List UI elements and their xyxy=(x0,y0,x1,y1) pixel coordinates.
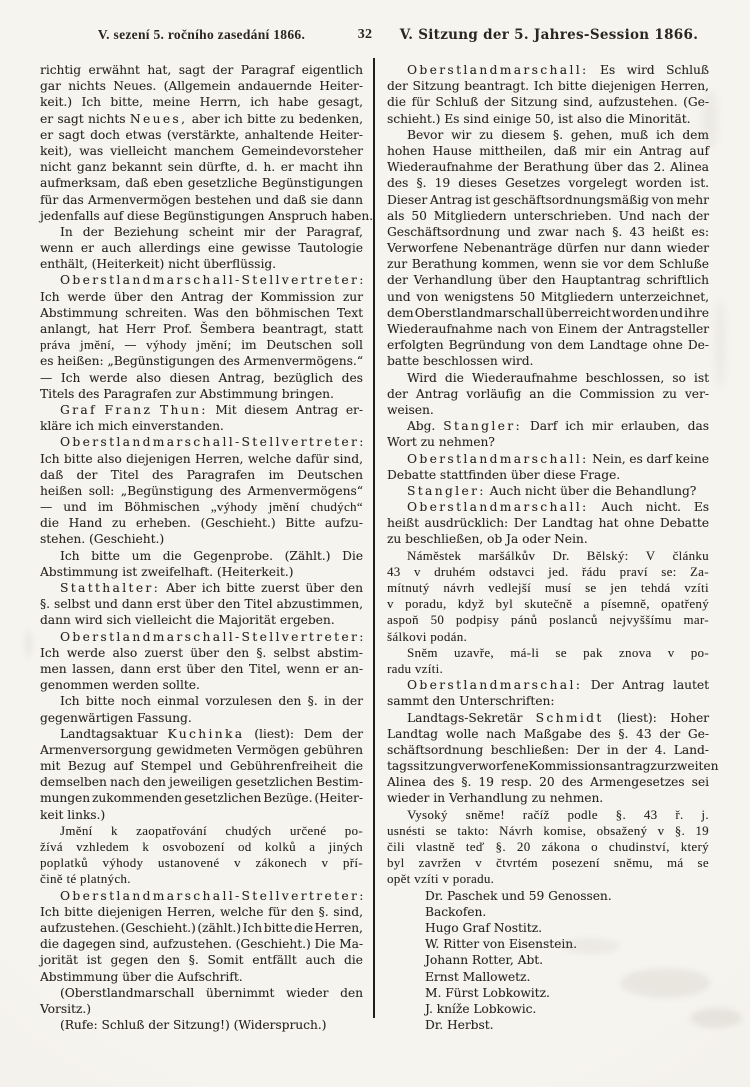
text-line: jorität ist gegen den §. Somit entfällt auch die xyxy=(40,953,363,968)
text-line: Sněm uzavře, má-li se pak znova v po- xyxy=(407,645,709,660)
text-line: Landtag wolle nach Maßgabe des §. 43 der Ge- xyxy=(387,726,709,741)
text-line: anlangt, hat Herr Prof. Šembera beantragt, statt xyxy=(40,322,363,336)
text-line: Graf Franz Thun: Mit diesem Antrag er- xyxy=(60,402,363,417)
page-number: 32 xyxy=(357,27,373,42)
text-line: mítnutý návrh vedlejší musí se jen tehdá vzíti xyxy=(387,581,709,595)
text-line: wieder in Verhandlung zu nehmen. xyxy=(387,791,604,806)
text-line: §. selbst und dann erst über den Titel abzustimmen, xyxy=(40,597,363,612)
text-line: Oberstlandmarschal: Der Antrag lautet xyxy=(407,678,709,693)
text-line: Vysoký sněme! račíž podle §. 43 ř. j. xyxy=(407,807,709,822)
text-line: der Sitzung beantragt. Ich bitte diejenigen Herren, xyxy=(387,79,709,94)
text-line: sammt den Unterschriften: xyxy=(387,694,555,709)
text-line: Abg. Stangler: Darf ich mir erlauben, das xyxy=(407,419,709,434)
text-line: Ich bitte noch einmal vorzulesen den §. in der xyxy=(60,694,363,709)
text-line: v poradu, když byl skutečně a písemně, opatřený xyxy=(387,597,709,612)
text-line: Alinea des §. 19 resp. 20 des Armengesetzes sei xyxy=(387,775,709,790)
text-line: wenn er auch allerdings eine gewisse Tautologie xyxy=(40,241,363,256)
text-line: byl zavržen v čtvrtém posezení sněmu, má se xyxy=(387,856,709,871)
text-line: des §. 19 dieses Gesetzes vorgelegt worden ist. xyxy=(387,176,709,191)
text-line: Náměstek maršálkův Dr. Bělský: V článku xyxy=(407,548,709,563)
text-line: — und im Böhmischen „výhody jmění chudých“ xyxy=(40,500,363,515)
text-line: Oberstlandmarschall: Es wird Schluß xyxy=(407,63,709,77)
text-line: čině té platných. xyxy=(40,872,131,887)
text-line: radu vzíti. xyxy=(387,661,444,676)
right-text-column xyxy=(387,62,719,1033)
text-line: kläre ich mich einverstanden. xyxy=(40,419,224,434)
text-line: Statthalter: Aber ich bitte zuerst über den xyxy=(60,581,363,595)
text-line: er sagt nichts Neues, aber ich bitte zu bedenken, xyxy=(40,111,363,126)
text-line: aufmerksam, daß eben gesetzliche Begünstigungen xyxy=(40,176,363,191)
text-line: stehen. (Geschieht.) xyxy=(40,532,165,547)
text-line: batte beschlossen wird. xyxy=(387,354,534,369)
text-line: nicht ganz bekannt sein dürfte, d. h. er macht ihn xyxy=(40,160,363,175)
text-line: Backofen. xyxy=(425,904,487,919)
text-line: Abstimmung ist zweifelhaft. (Heiterkeit.) xyxy=(40,564,294,579)
text-line: práva jmění, — výhody jmění; im Deutschen soll xyxy=(40,338,363,353)
text-line: Stangler: Auch nicht über die Behandlung? xyxy=(407,483,697,498)
text-line: keit links.) xyxy=(40,807,106,822)
header-german-title: V. Sitzung der 5. Jahres-Session 1866. xyxy=(399,27,699,43)
text-line: er sagt doch etwas (verstärkte, anhaltende Heiter- xyxy=(40,127,363,142)
text-line: heißen soll: „Begünstigung des Armenvermögens“ xyxy=(40,483,363,498)
text-line: Ich werde also zuerst über den §. selbst abstim- xyxy=(40,645,363,660)
left-text-column xyxy=(40,62,374,1033)
text-line: zu beschließen, ob Ja oder Nein. xyxy=(387,532,588,547)
text-line: Landtagsaktuar Kuchinka (liest): Dem der xyxy=(60,726,363,741)
scan-smudge xyxy=(714,300,726,390)
text-line: und von wenigstens 50 Mitgliedern unterzeichnet, xyxy=(387,289,709,304)
text-line: dann wird sich vielleicht die Majorität ergeben. xyxy=(40,613,335,628)
text-line: Ernst Mallowetz. xyxy=(425,969,531,984)
text-line: Armenversorgung gewidmeten Vermögen gebühren xyxy=(40,742,363,757)
text-line: genommen werden sollte. xyxy=(40,678,200,693)
text-line: Oberstlandmarschall-Stellvertreter: xyxy=(60,273,366,288)
text-line: — Ich werde also diesen Antrag, bezüglich des xyxy=(40,370,363,385)
text-line: (Rufe: Schluß der Sitzung!) (Widerspruch.) xyxy=(60,1018,327,1033)
text-line: Verworfene Nebenanträge dürfen nur dann wieder xyxy=(387,241,709,256)
text-line: keit), was vielleicht manchem Gemeindevorsteher xyxy=(40,143,363,158)
text-line: J. kníže Lobkowic. xyxy=(425,1001,537,1016)
text-line: Oberstlandmarschall: Nein, es darf keine xyxy=(407,451,709,466)
text-line: hohen Hause mittheilen, daß mir ein Antrag auf xyxy=(387,143,709,158)
text-line: opět vzíti v poradu. xyxy=(387,872,495,887)
text-line: es heißen: „Begünstigungen des Armenvermögens.“ xyxy=(40,354,363,369)
text-line: heißt ausdrücklich: Der Landtag hat ohne Debatte xyxy=(387,516,709,531)
text-line: Ich bitte diejenigen Herren, welche für den §. sind, xyxy=(40,904,363,919)
text-line: weisen. xyxy=(387,402,434,417)
text-line: tagssitzung verworfene Kommissionsantrag zur zweiten xyxy=(387,759,719,774)
text-line: Landtags-Sekretär Schmidt (liest): Hoher xyxy=(407,710,709,725)
text-line: die dagegen sind, aufzustehen. (Geschieht.) Die Ma- xyxy=(40,937,363,952)
text-line: aspoň 50 podpisy pánů poslanců nejvyššímu mar- xyxy=(387,613,709,628)
text-line: Wort zu nehmen? xyxy=(387,435,495,450)
text-line: die Hand zu erheben. (Geschieht.) Bitte aufzu- xyxy=(40,516,363,531)
text-line: die für Schluß der Sitzung sind, aufzustehen. (Ge- xyxy=(387,95,709,110)
text-line: čili vlastně teď §. 20 zákona o chudinství, který xyxy=(387,840,709,854)
text-line: Wiederaufnahme der Berathung über das 2. Alinea xyxy=(387,160,709,175)
header-czech-title: V. sezení 5. ročního zasedání 1866. xyxy=(97,27,306,42)
text-line: Ich werde über den Antrag der Kommission zur xyxy=(40,289,363,304)
text-line: 43 v druhém odstavci jed. řádu praví se: Za- xyxy=(387,564,709,579)
text-line: schieht.) Es sind einige 50, ist also die Minorität. xyxy=(387,111,691,126)
text-line: demselben nach den jeweiligen gesetzlichen Bestim- xyxy=(40,775,363,790)
text-line: Ich bitte um die Gegenprobe. (Zählt.) Die xyxy=(60,548,363,563)
text-line: jedenfalls auf diese Begünstigungen Anspruch haben. xyxy=(40,208,374,223)
text-line: M. Fürst Lobkowitz. xyxy=(425,985,550,1000)
text-line: als 50 Mitgliedern unterschrieben. Und nach der xyxy=(387,208,709,223)
text-line: erfolgten Begründung von dem Landtage ohne De- xyxy=(387,338,709,353)
text-line: Oberstlandmarschall-Stellvertreter: xyxy=(60,435,366,450)
text-line: gegenwärtigen Fassung. xyxy=(40,710,192,725)
text-line: Abstimmung schreiten. Was den böhmischen Text xyxy=(40,305,363,320)
text-line: Titels des Paragrafen zur Abstimmung bringen. xyxy=(40,386,334,401)
text-line: mungen zukommenden gesetzlichen Bezüge. (Heiter- xyxy=(40,791,363,806)
text-line: Ich bitte also diejenigen Herren, welche dafür sind, xyxy=(40,451,363,466)
text-line: šálkovi podán. xyxy=(387,629,468,644)
text-line: Hugo Graf Nostitz. xyxy=(425,920,542,935)
text-line: men lassen, dann erst über den Titel, wenn er an- xyxy=(40,661,363,676)
text-line: enthält, (Heiterkeit) nicht überflüssig. xyxy=(40,257,277,272)
text-line: (Oberstlandmarschall übernimmt wieder den xyxy=(60,985,363,1000)
scan-smudge xyxy=(24,630,33,658)
text-line: Dr. Paschek und 59 Genossen. xyxy=(425,888,612,903)
text-line: Abstimmung über die Aufschrift. xyxy=(40,969,243,984)
text-line: Oberstlandmarschall-Stellvertreter: xyxy=(60,629,366,644)
text-line: Johann Rotter, Abt. xyxy=(425,953,544,968)
text-line: žívá vzhledem k osvobození od kolků a jiných xyxy=(40,840,363,854)
text-line: usnésti se takto: Návrh komise, obsažený v §. 19 xyxy=(387,823,709,838)
text-line: Oberstlandmarschall-Stellvertreter: xyxy=(60,888,366,903)
text-line: Dieser Antrag ist geschäftsordnungsmäßig von mehr xyxy=(387,192,709,207)
text-line: Oberstlandmarschall: Auch nicht. Es xyxy=(407,500,709,515)
text-line: richtig erwähnt hat, sagt der Paragraf eigentlich xyxy=(40,63,363,77)
text-line: schäftsordnung beschließen: Der in der 4. Land- xyxy=(387,742,709,757)
text-line: der Verhandlung über den Hauptantrag schriftlich xyxy=(387,273,709,288)
text-line: poplatků výhody ustanovené v zákonech v pří- xyxy=(40,856,363,871)
text-line: der Antrag vorläufig an die Commission zu ver- xyxy=(387,386,709,401)
text-line: Jmění k zaopatřování chudých určené po- xyxy=(60,823,363,838)
text-line: gar nichts Neues. (Allgemein andauernde Heiter- xyxy=(40,79,363,94)
text-line: für das Armenvermögen bestehen und daß sie dann xyxy=(40,192,363,207)
text-line: Debatte stattfinden über diese Frage. xyxy=(387,467,621,482)
text-line: Bevor wir zu diesem §. gehen, muß ich dem xyxy=(407,127,709,142)
text-line: mit Bezug auf Stempel und Gebührenfreiheit die xyxy=(40,759,363,774)
text-line: In der Beziehung scheint mir der Paragraf, xyxy=(60,224,363,239)
text-line: keit.) Ich bitte, meine Herrn, ich habe gesagt, xyxy=(40,95,363,110)
text-line: W. Ritter von Eisenstein. xyxy=(425,937,577,952)
text-line: zur Berathung kommen, wenn sie vor dem Schluße xyxy=(387,257,709,272)
text-line: aufzustehen. (Geschieht.) (zählt.) Ich bitte die Herren, xyxy=(40,920,363,935)
column-divider-rule xyxy=(373,58,375,1018)
text-line: Vorsitz.) xyxy=(40,1001,91,1016)
text-line: Dr. Herbst. xyxy=(425,1018,494,1033)
text-line: daß der Titel des Paragrafen im Deutschen xyxy=(40,467,363,482)
text-line: Wird die Wiederaufnahme beschlossen, so ist xyxy=(407,370,709,385)
text-line: dem Oberstlandmarschall überreicht worden und ihre xyxy=(387,305,709,320)
text-line: Geschäftsordnung und zwar nach §. 43 heißt es: xyxy=(387,224,709,239)
text-line: Wiederaufnahme nach von Einem der Antragsteller xyxy=(387,322,709,336)
